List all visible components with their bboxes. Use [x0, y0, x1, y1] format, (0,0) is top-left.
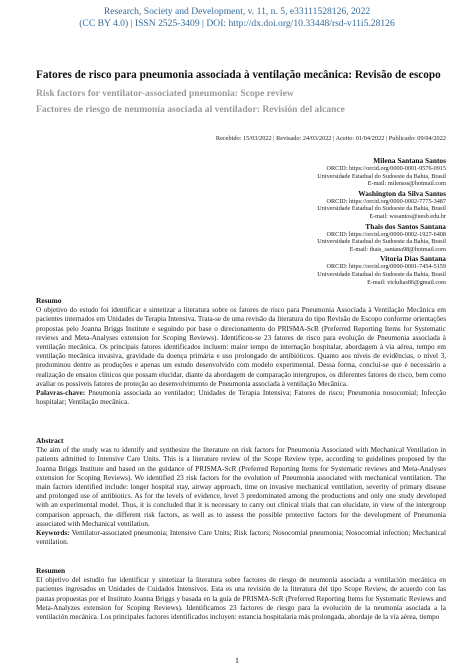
resumen-heading: Resumen [36, 566, 66, 575]
author-email[interactable]: E-mail: vickdias86@gmail.com [367, 278, 446, 286]
author-entry [186, 156, 446, 188]
abstract-body: The aim of the study was to identify and synthesize the literature on risk factors for Pneumonia Associated with Mechanical Ventilation in patients admitted to Intensive Care Units. This is a literature review of the Scope Review type, according to guidelines proposed by the Joanna Briggs Institute and based on the guidance of PRISMA-ScR (Preferred Reporting Items for Systematic reviews and Meta-Analyses extension for Scoping Reviews). We identified 23 risk factors for the evolution of Pneumonia associated with mechanical ventilation. The main factors identified include: longer hospital stay, airway approach, time on invasive mechanical ventilation, severity of primary disease and prolonged use of antibiotics. As for the levels of evidence, level 3 predominated among the productions and only one study developed with an experimental model. Thus, it is concluded that it is necessary to carry out clinical trials that can elucidate, in view of the intergroup comparison approach, the different risk factors, as well as to assess the possible protective factors for the development of Pneumonia associated with Mechanical ventilation. [36, 446, 446, 528]
author-email[interactable]: E-mail: wssantos@uesb.edu.br [369, 212, 446, 220]
author-entry [186, 189, 446, 221]
abstract-keywords-text: Ventilator-associated pneumonia; Intensive Care Units; Risk factors; Nosocomial pneumonia; Nosocomial infection; Mechanical ventilation. [36, 529, 446, 547]
resumo-keywords [36, 389, 446, 407]
abstract-keywords-label: Keywords: [36, 529, 70, 538]
abstract-keywords [36, 529, 446, 547]
author-entry [186, 254, 446, 286]
author-list [186, 156, 446, 287]
title-portuguese: Fatores de risco para pneumonia associada à ventilação mecânica: Revisão de escopo [36, 69, 441, 81]
title-english: Risk factors for ventilator-associated pneumonia: Scope review [36, 88, 294, 99]
author-name: Washington da Silva Santos [358, 188, 446, 198]
author-orcid[interactable]: ORCID: https://orcid.org/0000-0001-7454-5159 [326, 263, 446, 271]
author-entry [186, 222, 446, 254]
author-name: Milena Santana Santos [373, 156, 446, 165]
resumo-keywords-label: Palavras-chave: [36, 389, 86, 398]
author-orcid[interactable]: ORCID: https://orcid.org/0000-0002-7775-3487 [326, 197, 446, 205]
page-number: 1 [235, 656, 239, 665]
submission-dates: Recebido: 15/03/2022 | Revisado: 24/03/2022 | Aceito: 01/04/2022 | Publicado: 09/04/2022 [215, 135, 446, 142]
resumo-heading: Resumo [36, 296, 62, 305]
abstract-section [36, 436, 446, 547]
resumo-body: O objetivo do estudo foi identificar e sintetizar a literatura sobre os fatores de risco para Pneumonia Associada à Ventilação Mecânica em pacientes internados em Unidades de Terapia Intensiva. Trata-se de uma revisão da literatura do tipo Revisão de Escopo conforme orientações propostas pelo Joanna Briggs Institute e seguindo por base o direcionamento do PRISMA-ScR (Preferred Reporting Items for Systematic reviews and Meta-Analyses extension for Scoping Reviews). Identificou-se 23 fatores de risco para evolução de Pneumonia associada à ventilação mecânica. Os principais fatores identificados incluem: maior tempo de internação hospitalar, abordagem à via aérea, tempo em ventilação mecânica invasiva, gravidade da doença primária e uso prolongado de antibióticos. Quanto aos níveis de evidências, o nível 3, predominou dentre as produções e apenas um estudo desenvolvido com modelo experimental. Dessa forma, conclui-se que é necessário a realização de ensaios clínicos que possam elucidar, diante da abordagem de comparação intergrupos, os diferentes fatores de risco, bem como avaliar os possíveis fatores de proteção ao desenvolvimento de Pneumonia associada à ventilação Mecânica. [36, 306, 446, 388]
author-email[interactable]: E-mail: thais_santana98@hotmail.com [349, 245, 446, 253]
resumo-keywords-text: Pneumonia associada ao ventilador; Unidades de Terapia Intensiva; Fatores de risco; Pneumonia nosocomial; Infecção hospitalar; Ventilação mecânica. [36, 389, 446, 407]
abstract-heading: Abstract [36, 436, 64, 445]
journal-header [0, 6, 474, 30]
author-affiliation: Universidade Estadual do Sudoeste da Bahia, Brasil [317, 172, 446, 180]
author-affiliation: Universidade Estadual do Sudoeste da Bahia, Brasil [317, 205, 446, 213]
author-name: Vitoria Dias Santana [380, 254, 446, 264]
resumen-section [36, 566, 446, 622]
title-spanish: Factores de riesgo de neumonía asociada al ventilador: Revisión del alcance [36, 104, 345, 115]
author-name: Thais dos Santos Santana [365, 221, 446, 231]
author-orcid[interactable]: ORCID: https://orcid.org/0000-0001-9576-0915 [326, 165, 446, 172]
author-email[interactable]: E-mail: milensss@hotmail.com [367, 180, 446, 188]
author-orcid[interactable]: ORCID: https://orcid.org/0000-0002-1927-6408 [326, 230, 446, 238]
author-affiliation: Universidade Estadual do Sudoeste da Bahia, Brasil [317, 238, 446, 246]
resumo-section [36, 296, 446, 407]
title-block [36, 68, 446, 120]
resumen-body: El objetivo del estudio fue identificar y sintetizar la literatura sobre factores de riesgo de neumonía asociada a ventilación mecánica en pacientes ingresados en Unidades de Cuidados Intensivos. Esta es una revisión de la literatura del tipo Scope Review, de acuerdo con las pautas propuestas por el Instituto Joanna Briggs y basada en la guía de PRISMA-ScR (Preferred Reporting Items for Systematic Reviews and Meta-Analyzes extension for Scoping Reviews). Identificamos 23 factores de riesgo para la evolución de la neumonía asociada a la ventilación mecánica. Los principales factores identificados incluyen: estancia hospitalaria más prolongada, abordaje de la vía aérea, tiempo [36, 576, 446, 622]
journal-license-doi[interactable]: (CC BY 4.0) | ISSN 2525-3409 | DOI: http://dx.doi.org/10.33448/rsd-v11i5.28126 [79, 18, 395, 29]
journal-citation: Research, Society and Development, v. 11, n. 5, e33111528126, 2022 [103, 6, 371, 17]
author-affiliation: Universidade Estadual do Sudoeste da Bahia, Brasil [317, 270, 446, 278]
